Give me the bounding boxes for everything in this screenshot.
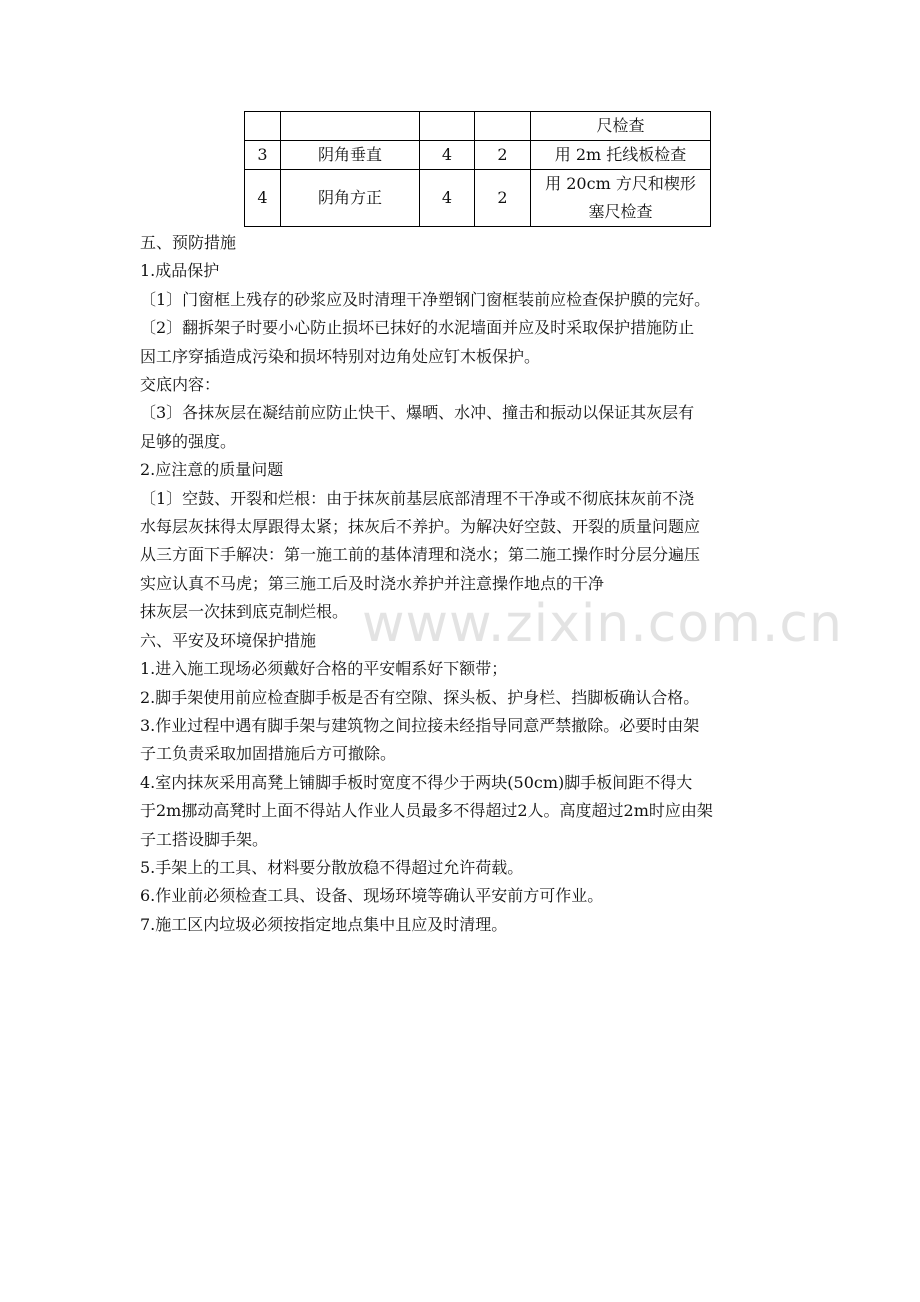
list-item: 子工负责采取加固措施后方可撤除。 bbox=[140, 744, 397, 764]
table-cell-index: 4 bbox=[245, 170, 281, 227]
paragraph-line: 〔1〕门窗框上残存的砂浆应及时清理干净塑钢门窗框装前应检查保护膜的完好。 bbox=[140, 289, 711, 309]
table-cell-method: 尺检查 bbox=[531, 112, 711, 141]
paragraph-line: 〔2〕翻拆架子时要小心防止损坏已抹好的水泥墙面并应及时采取保护措施防止 bbox=[140, 318, 695, 338]
table-cell-tolerance-2 bbox=[475, 112, 531, 141]
paragraph-line: 足够的强度。 bbox=[140, 431, 237, 451]
method-line: 塞尺检查 bbox=[588, 202, 653, 221]
list-item: 3.作业过程中遇有脚手架与建筑物之间拉接未经指导同意严禁撤除。必要时由架 bbox=[140, 715, 700, 735]
table-row bbox=[245, 112, 711, 141]
list-item: 于2m挪动高凳时上面不得站人作业人员最多不得超过2人。高度超过2m时应由架 bbox=[140, 801, 713, 821]
paragraph-line: 水每层灰抹得太厚跟得太紧；抹灰后不养护。为解决好空鼓、开裂的质量问题应 bbox=[140, 517, 701, 537]
table-cell-item: 阴角垂直 bbox=[281, 141, 420, 170]
subsection-heading: 2.应注意的质量问题 bbox=[140, 460, 284, 480]
table-cell-index: 3 bbox=[245, 141, 281, 170]
table-cell-method bbox=[531, 170, 711, 227]
inspection-table bbox=[244, 111, 711, 227]
table-row bbox=[245, 170, 711, 227]
list-item: 5.手架上的工具、材料要分散放稳不得超过允许荷载。 bbox=[140, 857, 524, 877]
table-cell-item: 阴角方正 bbox=[281, 170, 420, 227]
table-cell-tolerance bbox=[420, 112, 475, 141]
list-item: 6.作业前必须检查工具、设备、现场环境等确认平安前方可作业。 bbox=[140, 886, 604, 906]
paragraph-line: 〔1〕空鼓、开裂和烂根：由于抹灰前基层底部清理不干净或不彻底抹灰前不浇 bbox=[140, 488, 695, 508]
subsection-heading: 1.成品保护 bbox=[140, 261, 220, 281]
paragraph-line: 从三方面下手解决：第一施工前的基体清理和浇水；第二施工操作时分层分遍压 bbox=[140, 545, 701, 565]
list-item: 1.进入施工现场必须戴好合格的平安帽系好下额带； bbox=[140, 659, 508, 679]
table-cell-index bbox=[245, 112, 281, 141]
table-cell-tolerance-2: 2 bbox=[475, 141, 531, 170]
table-row bbox=[245, 141, 711, 170]
table-cell-item bbox=[281, 112, 420, 141]
section-heading: 五、预防措施 bbox=[140, 233, 237, 252]
list-item: 4.室内抹灰采用高凳上铺脚手板时宽度不得少于两块(50cm)脚手板间距不得大 bbox=[140, 772, 693, 792]
table-cell-tolerance: 4 bbox=[420, 141, 475, 170]
watermark: www.zixin.com.cn bbox=[362, 594, 843, 654]
paragraph-line: 因工序穿插造成污染和损坏特别对边角处应钉木板保护。 bbox=[140, 346, 541, 366]
list-item: 7.施工区内垃圾必须按指定地点集中且应及时清理。 bbox=[140, 914, 508, 934]
table-cell-tolerance: 4 bbox=[420, 170, 475, 227]
paragraph-line: 实应认真不马虎；第三施工后及时浇水养护并注意操作地点的干净 bbox=[140, 573, 605, 593]
document-body bbox=[140, 229, 788, 939]
list-item: 子工搭设脚手架。 bbox=[140, 829, 269, 849]
table-cell-tolerance-2: 2 bbox=[475, 170, 531, 227]
paragraph-line: 〔3〕各抹灰层在凝结前应防止快干、爆晒、水冲、撞击和振动以保证其灰层有 bbox=[140, 403, 695, 423]
paragraph-line: 抹灰层一次抹到底克制烂根。 bbox=[140, 602, 349, 622]
list-item: 2.脚手架使用前应检查脚手板是否有空隙、探头板、护身栏、挡脚板确认合格。 bbox=[140, 687, 700, 707]
method-line: 用 20cm 方尺和楔形 bbox=[545, 174, 696, 193]
section-heading: 六、平安及环境保护措施 bbox=[140, 630, 317, 650]
paragraph-line: 交底内容： bbox=[140, 375, 221, 395]
table-cell-method: 用 2m 托线板检查 bbox=[531, 141, 711, 170]
